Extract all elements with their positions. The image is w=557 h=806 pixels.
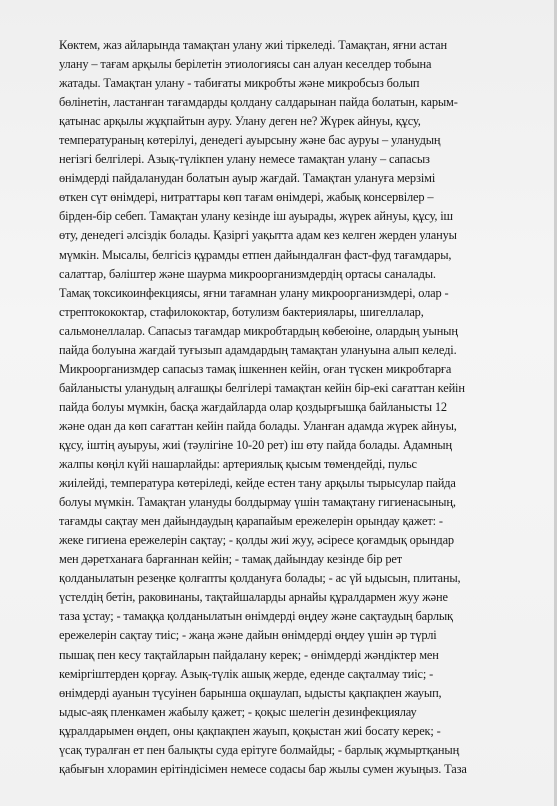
text-line: пышақ пен кесу тақтайларын пайдалану керек; - өнімдерді жәндіктер мен bbox=[59, 647, 439, 662]
text-line: қатынас арқылы жұқпайтын ауру. Улану деген не? Жүрек айнуы, құсу, bbox=[59, 114, 421, 129]
text-line: өту, денедегі әлсіздік болады. Қазіргі уақытта адам кез келген жерден улануы bbox=[59, 228, 457, 243]
text-line: бөлінетін, ластанған тағамдарды қолдану салдарынан пайда болатын, карым- bbox=[59, 95, 458, 110]
text-line: үсақ туралған ет пен балықты суда ерітуге болмайды; - барлық жұмыртқаның bbox=[59, 742, 460, 757]
text-line: байланысты уланудың алғашқы белгілері тамақтан кейін бір-екі сағаттан кейін bbox=[59, 380, 465, 395]
text-line: болуы мүмкін. Тамақтан улануды болдырмау үшін тамақтану гигиенасының, bbox=[59, 495, 456, 510]
text-line: өнімдерді пайдаланудан болатын ауыр жағдай. Тамақтан улануға мерзімі bbox=[59, 171, 436, 186]
text-line: улану – тағам арқылы берілетін этиологиясы сан алуан кеселдер тобына bbox=[59, 57, 432, 72]
text-line: Көктем, жаз айларында тамақтан улану жиі тіркеледі. Тамақтан, яғни астан bbox=[59, 38, 447, 52]
text-line: температураның көтерілуі, денедегі ауырсыну және бас ауруы – уланудың bbox=[59, 133, 441, 148]
text-line: жатады. Тамақтан улану - табиғаты микробты және микробсыз болып bbox=[59, 76, 420, 91]
document-body bbox=[59, 36, 531, 779]
text-line: ыдыс-аяқ пленкамен жабылу қажет; - қоқыс шелегін дезинфекциялау bbox=[59, 704, 417, 719]
text-line: салаттар, бәліштер және шаурма микроорганизмдердің ортасы саналады. bbox=[59, 266, 436, 281]
text-line: пайда болуы мүмкін, басқа жағдайларда олар қоздырғышқа байланысты 12 bbox=[59, 399, 447, 414]
text-line: жеке гигиена ережелерін сақтау; - қолды жиі жуу, әсіресе қоғамдық орындар bbox=[59, 533, 454, 548]
text-line: кеміргіштерден қорғау. Азық-түлік ашық жерде, еденде сақталмау тиіс; - bbox=[59, 666, 434, 681]
text-line: Тамақ токсикоинфекциясы, яғни тағамнан улану микроорганизмдері, олар - bbox=[59, 285, 449, 300]
text-line: қабығын хлорамин ерітіндісімен немесе содасы бар жылы сумен жуыңыз. Таза bbox=[59, 761, 467, 776]
text-line: мүмкін. Мысалы, белгісіз құрамды етпен дайындалған фаст-фуд тағамдары, bbox=[59, 247, 452, 262]
text-line: бірден-бір себеп. Тамақтан улану кезінде іш ауырады, жүрек айнуы, құсу, іш bbox=[59, 209, 453, 224]
text-line: жалпы көңіл күйі нашарлайды: артериялық қысым төмендейді, пульс bbox=[59, 457, 417, 472]
text-line: өткен сүт өнімдері, нитраттары көп тағам өнімдері, жабық консервілер – bbox=[59, 190, 434, 205]
text-line: пайда болуына жағдай туғызып адамдардың тамақтан улануына алып келеді. bbox=[59, 342, 457, 357]
text-line: стрептокококтар, стафилококтар, ботулизм бактериялары, шигеллалар, bbox=[59, 304, 424, 319]
text-line: жиілейді, температура көтеріледі, кейде естен тану арқылы тырысулар пайда bbox=[59, 476, 456, 491]
text-line: құралдарымен өңдеп, оны қақпақпен жауып, қоқыстан жиі босату керек; - bbox=[59, 723, 441, 738]
text-line: негізгі белгілері. Азық-түлікпен улану немесе тамақтан улану – сапасыз bbox=[59, 152, 430, 167]
text-line: және одан да көп сағаттан кейін пайда болады. Уланған адамда жүрек айнуы, bbox=[59, 418, 457, 433]
text-line: құсу, іштің ауыруы, жиі (тәулігіне 10-20 рет) іш өту пайда болады. Адамның bbox=[59, 437, 452, 452]
text-line: сальмонеллалар. Сапасыз тағамдар микробтардың көбеюіне, олардың уының bbox=[59, 323, 458, 338]
text-line: таза ұстау; - тамаққа қолданылатын өнімдерді өңдеу және сақтаудың барлық bbox=[59, 609, 453, 624]
text-line: мен дәретханаға барғаннан кейін; - тамақ дайындау кезінде бір рет bbox=[59, 552, 403, 567]
text-line: тағамды сақтау мен дайындаудың қарапайым ережелерін орындау қажет: - bbox=[59, 514, 443, 529]
text-line: үстелдің бетін, раковинаны, тақтайшаларды арнайы құралдармен жуу және bbox=[59, 590, 448, 605]
text-line: өнімдерді ауанын түсуінен барынша оқшаулап, ыдысты қақпақпен жауып, bbox=[59, 685, 442, 700]
text-line: ережелерін сақтау тиіс; - жаңа және дайын өнімдерді өңдеу үшін әр түрлі bbox=[59, 628, 437, 643]
text-line: Микроорганизмдер сапасыз тамақ ішкеннен кейін, оған түскен микробтарға bbox=[59, 361, 452, 376]
text-line: қолданылатын резеңке қолғапты қолдануға болады; - ас үй ыдысын, плитаны, bbox=[59, 571, 461, 586]
